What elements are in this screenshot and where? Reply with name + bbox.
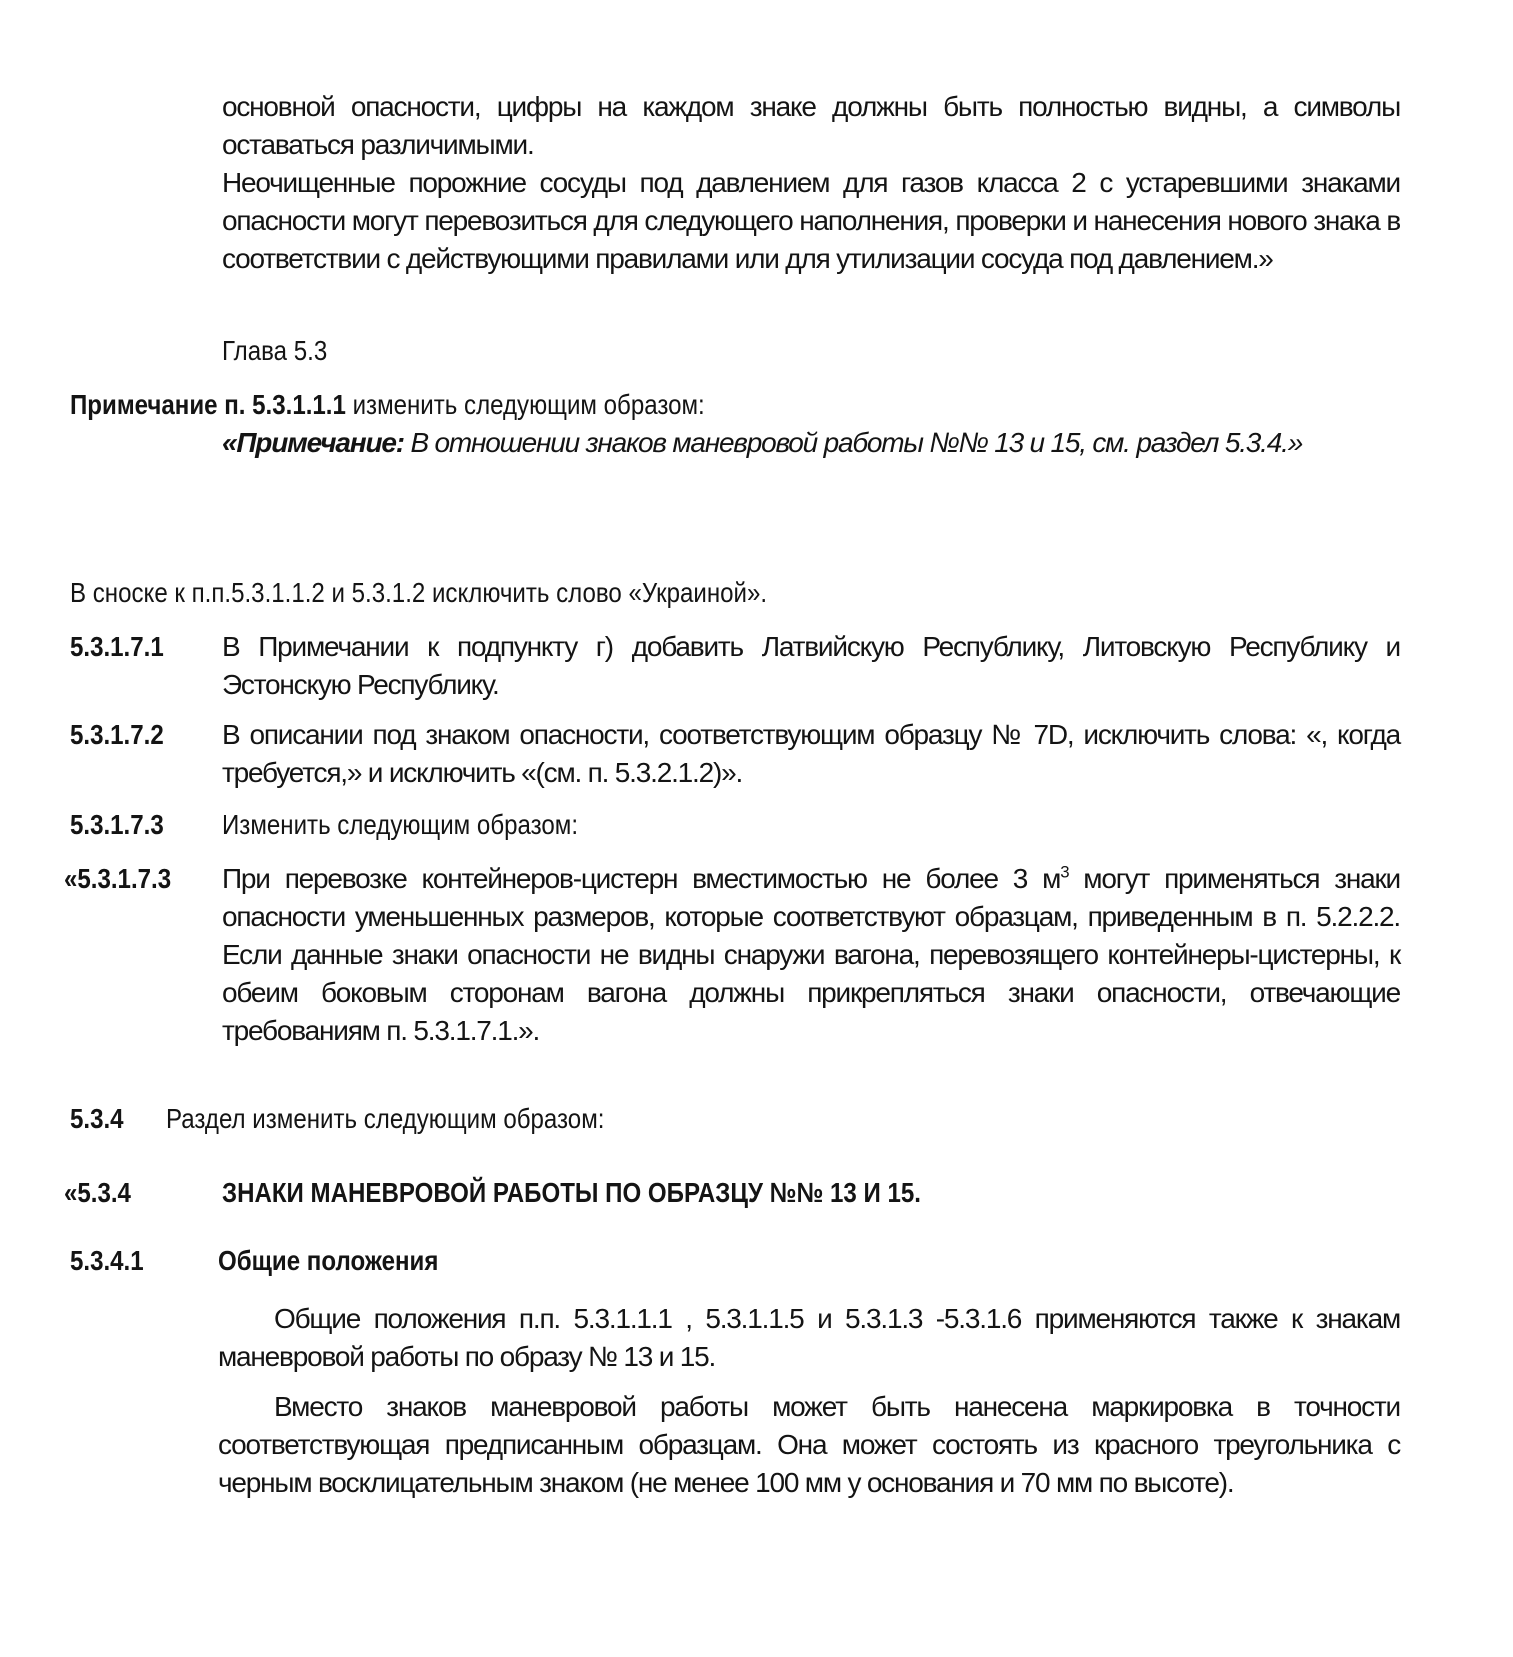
item-number-5-3-1-7-1: 5.3.1.7.1: [70, 631, 164, 662]
heading-5-3-4-number: «5.3.4: [64, 1177, 131, 1208]
quoted-item-number: «5.3.1.7.3: [64, 863, 172, 894]
footnote-amendment: В сноске к п.п.5.3.1.1.2 и 5.3.1.2 исключить слово «Украиной».: [70, 577, 768, 608]
item-number-5-3-1-7-3: 5.3.1.7.3: [70, 809, 164, 840]
quoted-item-text: [222, 860, 1400, 1050]
item-number-5-3-1-7-2: 5.3.1.7.2: [70, 719, 164, 750]
quoted-item-superscript: 3: [1060, 862, 1069, 882]
note-quote-text: В отношении знаков маневровой работы №№ 13 и 15, см. раздел 5.3.4.»: [403, 427, 1303, 458]
note-quote-label: «Примечание:: [222, 427, 404, 458]
general-paragraph-1: Общие положения п.п. 5.3.1.1.1 , 5.3.1.1.5 и 5.3.1.3 -5.3.1.6 применяются также к знакам маневровой работы по образу № 13 и 15.: [218, 1303, 1400, 1372]
item-text-5-3-1-7-1: В Примечании к подпункту г) добавить Латвийскую Республику, Литовскую Республику и Эстонскую Республику.: [222, 631, 1400, 700]
heading-5-3-4-1-number: 5.3.4.1: [70, 1245, 144, 1276]
general-paragraph-2: Вместо знаков маневровой работы может быть нанесена маркировка в точности соответствующая предписанным образцам. Она может состоять из красного треугольника с черным восклицательным знаком (не менее 100 мм у основания и 70 мм по высоте).: [218, 1391, 1400, 1498]
note-quote: [222, 424, 1400, 462]
heading-5-3-4-1-title: Общие положения: [218, 1245, 439, 1276]
quoted-item-text-after: могут применяться знаки опасности уменьшенных размеров, которые соответствуют образцам, приведенным в п. 5.2.2.2. Если данные знаки опасности не видны снаружи вагона, перевозящего контейнеры-цистерны, к обеим боковым сторонам вагона должны прикрепляться знаки опасности, отвечающие требованиям п. 5.3.1.7.1.».: [222, 863, 1401, 1046]
chapter-label: Глава 5.3: [222, 335, 328, 366]
paragraph-top-1: основной опасности, цифры на каждом знаке должны быть полностью видны, а символы оставаться различимыми.: [222, 91, 1400, 160]
quoted-item-text-before: При перевозке контейнеров-цистерн вместимостью не более 3 м: [222, 863, 1061, 894]
item-text-5-3-1-7-3: Изменить следующим образом:: [222, 809, 579, 840]
note-amendment-ref: Примечание п. 5.3.1.1.1: [70, 389, 346, 420]
section-5-3-4-number: 5.3.4: [70, 1103, 124, 1134]
note-amendment-line: [70, 386, 705, 424]
item-text-5-3-1-7-2: В описании под знаком опасности, соответствующим образцу № 7D, исключить слова: «, когда требуется,» и исключить «(см. п. 5.3.2.1.2)».: [222, 719, 1400, 788]
section-5-3-4-instruction: Раздел изменить следующим образом:: [166, 1103, 605, 1134]
paragraph-top-2: Неочищенные порожние сосуды под давлением для газов класса 2 с устаревшими знаками опасности могут перевозиться для следующего наполнения, проверки и нанесения нового знака в соответствии с действующими правилами или для утилизации сосуда под давлением.»: [222, 167, 1400, 274]
note-amendment-instruction: изменить следующим образом:: [345, 389, 705, 420]
heading-5-3-4-title: ЗНАКИ МАНЕВРОВОЙ РАБОТЫ ПО ОБРАЗЦУ №№ 13 И 15.: [222, 1177, 921, 1208]
